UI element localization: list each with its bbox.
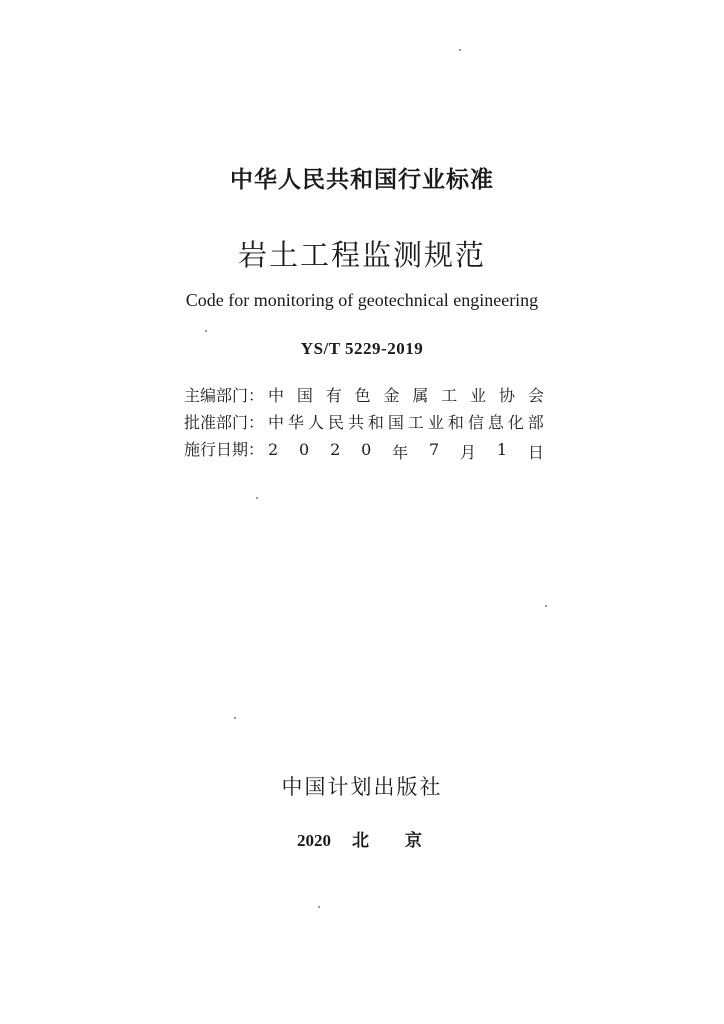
value-char: 国 [387,413,404,432]
effective-date-row [184,437,544,464]
value-char: 色 [354,386,371,405]
approver-label: 批准部门： [184,413,265,432]
value-char: 业 [470,386,487,405]
document-title-chinese: 岩土工程监测规范 [237,238,486,272]
scan-speck [256,497,258,499]
editor-label: 主编部门： [184,386,265,405]
publisher-name: 中国计划出版社 [281,775,443,799]
value-char: 信 [467,413,484,432]
scan-speck [234,717,236,719]
standard-code: YS/T 5229-2019 [300,339,424,358]
value-char: 中 [268,386,285,405]
value-char: 工 [441,386,458,405]
metadata-block [184,383,544,464]
approver-value [268,410,544,433]
value-char: 1 [496,440,508,459]
scan-speck [459,49,461,51]
value-char: 息 [487,413,504,432]
editor-row [184,383,544,410]
standard-type-heading: 中华人民共和国行业标准 [230,167,494,193]
publication-city: 北京 [352,831,458,851]
value-char: 中 [268,413,285,432]
document-title-english: Code for monitoring of geotechnical engineering [185,290,539,310]
value-char: 协 [499,386,516,405]
value-char: 华 [287,413,304,432]
value-char: 共 [347,413,364,432]
value-char: 国 [296,386,313,405]
value-char: 部 [527,413,544,432]
publication-year: 2020 [297,831,331,850]
publication-line [297,826,458,851]
editor-value [268,383,544,406]
effective-date-label: 施行日期： [184,440,265,459]
value-char: 和 [447,413,464,432]
value-char: 属 [412,386,429,405]
value-char: 业 [427,413,444,432]
value-char: 工 [407,413,424,432]
value-char: 2 [268,440,279,459]
value-char: 和 [367,413,384,432]
scan-speck [205,330,207,332]
value-char: 会 [527,386,544,405]
value-char: 民 [327,413,344,432]
value-char: 金 [383,386,400,405]
value-char: 月 [460,443,477,462]
value-char: 0 [299,440,310,459]
value-char: 人 [307,413,324,432]
scan-speck [545,605,547,607]
scan-speck [318,906,320,908]
value-char: 2 [330,440,341,459]
approver-row [184,410,544,437]
value-char: 日 [527,443,544,462]
value-char: 有 [325,386,342,405]
value-char: 年 [392,443,409,462]
value-char: 化 [507,413,524,432]
value-char: 7 [428,440,440,459]
effective-date-value [268,440,544,463]
value-char: 0 [361,440,372,459]
